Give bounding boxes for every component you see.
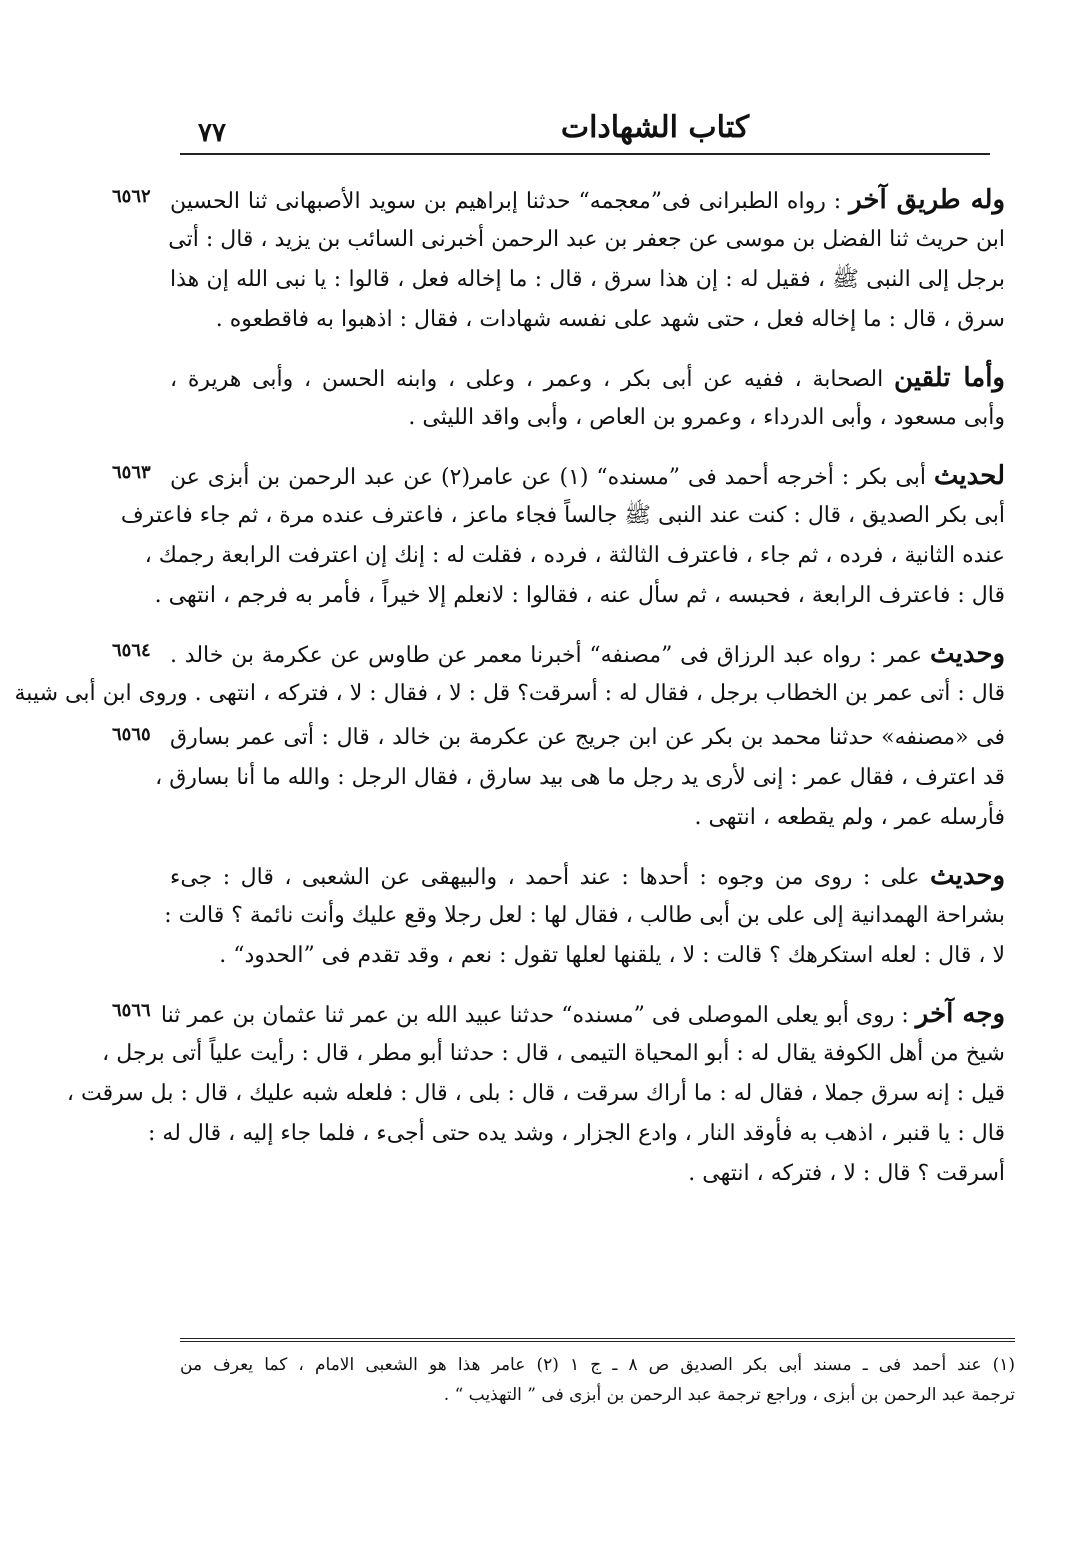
- footnote-line: (١) عند أحمد فى ـ مسند أبى بكر الصديق ص ٨ ـ ج ١ (٢) عامر هذا هو الشعبى الامام ، كما يعرف من: [180, 1355, 1015, 1375]
- header-rule: [180, 153, 990, 155]
- text-line-content: على : روى من وجوه : أحدها : عند أحمد ، والبيهقى عن الشعبى ، قال : جىء: [170, 865, 920, 890]
- text-line: سرق ، قال : ما إخاله فعل ، حتى شهد على نفسه شهادات ، فقال : اذهبوا به فاقطعوه .: [215, 307, 1005, 332]
- paragraph: [112, 456, 1006, 616]
- paragraph-lead: وحديث: [929, 861, 1005, 891]
- paragraph: [164, 856, 1005, 976]
- hadith-number: ٦٥٦٥: [112, 724, 151, 745]
- text-line: فى «مصنفه» حدثنا محمد بن بكر عن ابن جريج عن عكرمة بن خالد ، قال : أتى عمر بسارق: [170, 725, 1005, 750]
- paragraph: [66, 994, 1005, 1194]
- paragraph-lead: وجه آخر: [915, 999, 1005, 1029]
- paragraph: [170, 358, 1005, 438]
- main-text: [14, 180, 1006, 1212]
- paragraph-lead: لحديث: [933, 461, 1006, 491]
- hadith-number: ٦٥٦٢: [112, 186, 151, 207]
- text-line-content: : روى أبو يعلى الموصلى فى ”مسنده“ حدثنا عبيد الله بن عمر ثنا عثمان بن عمر ثنا: [160, 1003, 909, 1028]
- paragraph-lead: وأما تلقين: [893, 363, 1005, 393]
- text-line: [170, 856, 1005, 896]
- text-line: [170, 358, 1005, 398]
- text-line: [160, 994, 1005, 1034]
- text-line: [170, 456, 1005, 496]
- text-line: عنده الثانية ، فرده ، ثم جاء ، فاعترف الثالثة ، فرده ، فقلت له : إنك إن اعترفت الرابعة رجمك ،: [144, 543, 1005, 568]
- text-line: قال : أتى عمر بن الخطاب برجل ، فقال له : أسرقت؟ قل : لا ، فقال : لا ، فتركه ، انتهى . وروى ابن أبى شيبة: [14, 681, 1005, 706]
- text-line-content: الصحابة ، ففيه عن أبى بكر ، وعمر ، وعلى ، وابنه الحسن ، وأبى هريرة ،: [170, 367, 884, 392]
- text-line: شيخ من أهل الكوفة يقال له : أبو المحياة التيمى ، قال : حدثنا أبو مطر ، قال : رأيت علياً أتى برجل ،: [102, 1041, 1005, 1066]
- hadith-number: ٦٥٦٣: [112, 462, 151, 483]
- footnotes: [180, 1338, 1015, 1410]
- text-line-content: عمر : رواه عبد الرزاق فى ”مصنفه“ أخبرنا معمر عن طاوس عن عكرمة بن خالد .: [170, 643, 923, 668]
- text-line: وأبى مسعود ، وأبى الدرداء ، وعمرو بن العاص ، وأبى واقد الليثى .: [408, 405, 1005, 430]
- text-line: [170, 180, 1005, 220]
- text-line: أبى بكر الصديق ، قال : كنت عند النبى ﷺ جالساً فجاء ماعز ، فاعترف عنده مرة ، ثم جاء فاعترف: [120, 503, 1005, 528]
- text-line: قيل : إنه سرق جملا ، فقال له : ما أراك سرقت ، قال : بلى ، قال : فلعله شبه عليك ، قال : بل سرقت ،: [66, 1081, 1005, 1106]
- page-number: ٧٧: [198, 118, 226, 148]
- text-line: فأرسله عمر ، ولم يقطعه ، انتهى .: [694, 805, 1005, 830]
- paragraph: [14, 634, 1005, 714]
- text-line: لا ، قال : لعله استكرهك ؟ قالت : لا ، يلقنها لعلها تقول : نعم ، وقد تقدم فى ”الحدود“ .: [219, 943, 1005, 968]
- text-line: برجل إلى النبى ﷺ ، فقيل له : إن هذا سرق ، قال : ما إخاله فعل ، قالوا : يا نبى الله إن هذا: [170, 267, 1005, 292]
- paragraph: [112, 180, 1006, 340]
- text-line-content: أبى بكر : أخرجه أحمد فى ”مسنده“ (١) عن عامر(٢) عن عبد الرحمن بن أبزى عن: [170, 465, 926, 490]
- text-line: قال : يا قنبر ، اذهب به فأوقد النار ، وادع الجزار ، وشد يده حتى أجىء ، فلما جاء إليه ، قال له :: [148, 1121, 1005, 1146]
- text-line-content: : رواه الطبرانى فى”معجمه“ حدثنا إبراهيم بن سويد الأصبهانى ثنا الحسين: [170, 189, 842, 214]
- footnote-line: ترجمة عبد الرحمن بن أبزى ، وراجع ترجمة عبد الرحمن بن أبزى فى ” التهذيب “ .: [443, 1385, 1015, 1405]
- text-line: ابن حريث ثنا الفضل بن موسى عن جعفر بن عبد الرحمن أخبرنى السائب بن يزيد ، قال : أتى: [168, 227, 1005, 252]
- text-line: بشراحة الهمدانية إلى على بن أبى طالب ، فقال لها : لعل رجلا وقع عليك وأنت نائمة ؟ قالت :: [164, 903, 1005, 928]
- text-line: قد اعترف ، فقال عمر : إنى لأرى يد رجل ما هى بيد سارق ، فقال الرجل : والله ما أنا بسارق ،: [155, 765, 1005, 790]
- paragraph: [112, 718, 1005, 838]
- text-line: أسرقت ؟ قال : لا ، فتركه ، انتهى .: [688, 1161, 1005, 1186]
- hadith-number: ٦٥٦٤: [112, 640, 151, 661]
- paragraph-lead: وحديث: [929, 639, 1005, 669]
- book-title: كتاب الشهادات: [560, 110, 750, 145]
- paragraph-lead: وله طريق آخر: [849, 185, 1006, 215]
- hadith-number: ٦٥٦٦: [112, 1000, 151, 1021]
- text-line: [170, 634, 1005, 674]
- page-header: [190, 100, 990, 150]
- text-line: قال : فاعترف الرابعة ، فحبسه ، ثم سأل عنه ، فقالوا : لانعلم إلا خيراً ، فأمر به فرجم ، انتهى .: [154, 583, 1005, 608]
